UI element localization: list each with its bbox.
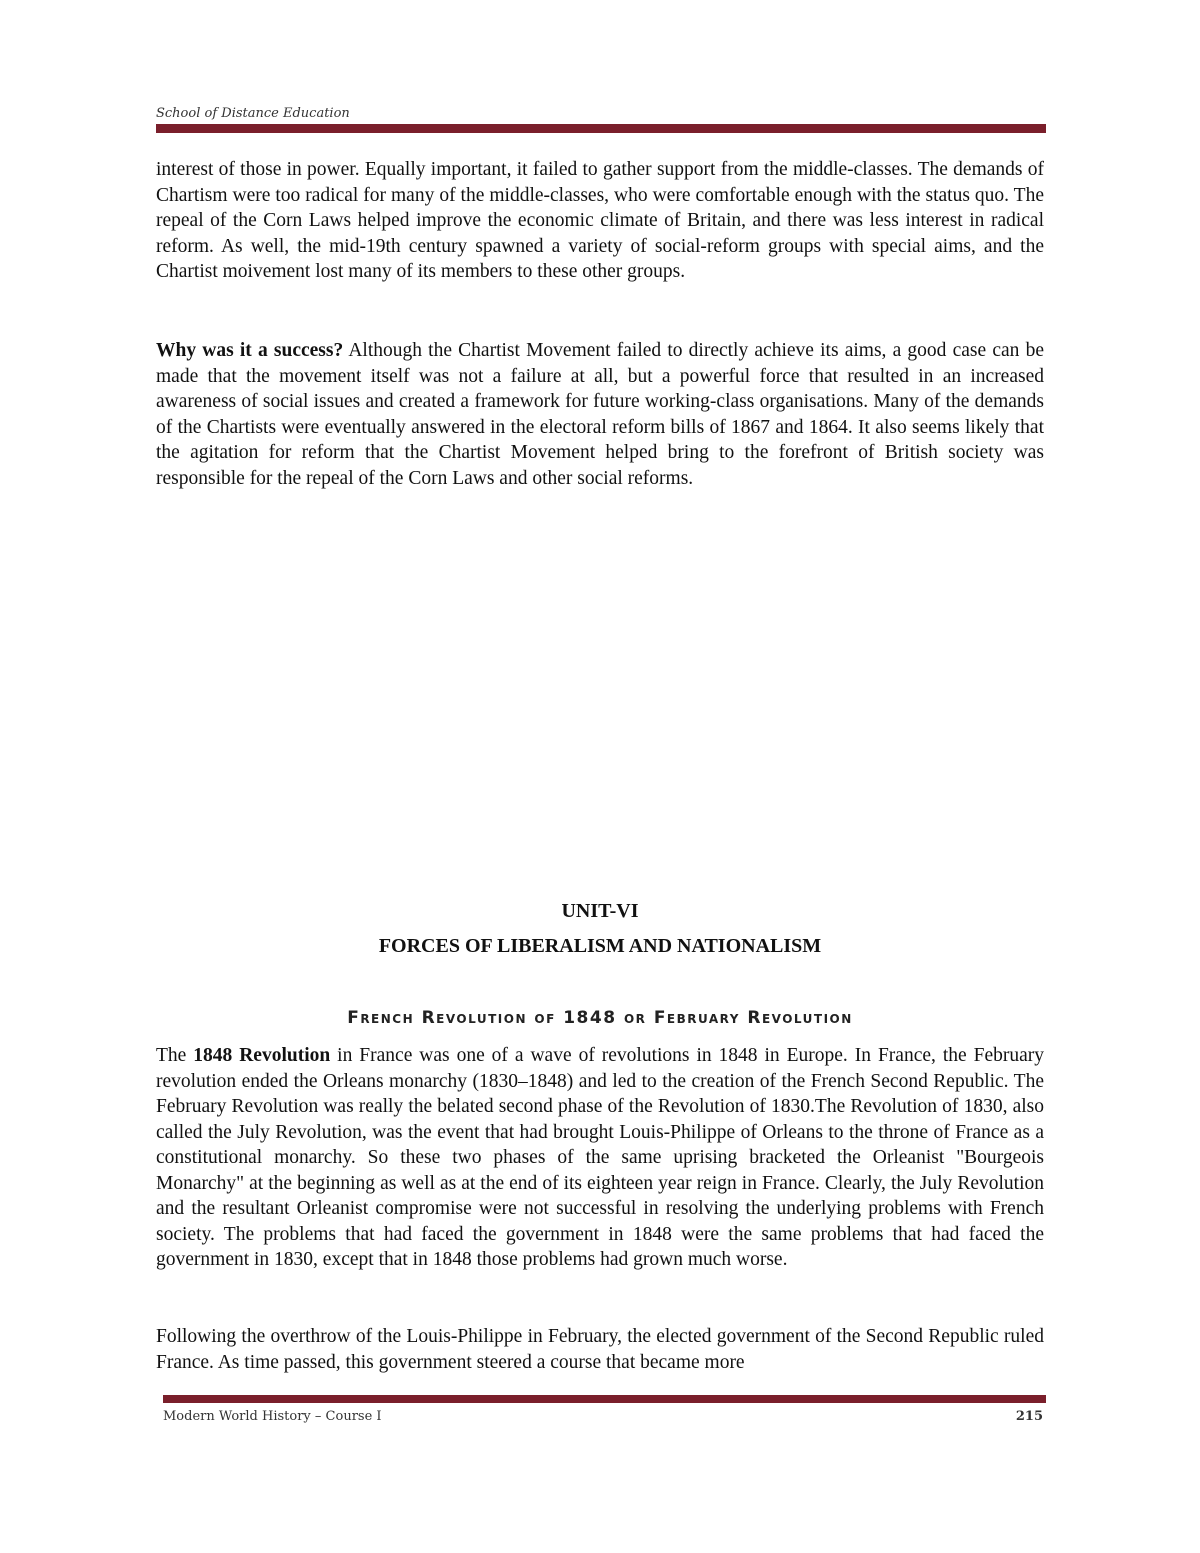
unit-title: UNIT-VI [561, 900, 639, 922]
paragraph-intro-word: The [156, 1045, 194, 1066]
paragraph-lead-question: Why was it a success? [156, 340, 344, 361]
paragraph-chartism-success [156, 338, 1044, 491]
paragraph-success-text: Although the Chartist Movement failed to directly achieve its aims, a good case can be made that the movement itself was not a failure at all, but a powerful force that resulted in an increased awareness of social issues and created a framework for future working-class organisations. Many of the demands of the Chartists were eventually answered in the electoral reform bills of 1867 and 1864. It also seems likely that the agitation for reform that the Chartist Movement helped bring to the forefront of British society was responsible for the repeal of the Corn Laws and other social reforms. [156, 340, 1044, 489]
paragraph-chartism-failure: interest of those in power. Equally important, it failed to gather support from the middle-classes. The demands of Chartism were too radical for many of the middle-classes, who were comfortable enough with the status quo. The repeal of the Corn Laws helped improve the economic climate of Britain, and there was less interest in radical reform. As well, the mid-19th century spawned a variety of social-reform groups with special aims, and the Chartist moivement lost many of its members to these other groups. [156, 159, 1044, 282]
running-header: School of Distance Education [156, 106, 350, 121]
paragraph-bold-term: 1848 Revolution [193, 1045, 331, 1066]
paragraph-revolution-text: in France was one of a wave of revolutions in 1848 in Europe. In France, the February revolution ended the Orleans monarchy (1830–1848) and led to the creation of the French Second Republic. The February Revolution was really the belated second phase of the Revolution of 1830.The Revolution of 1830, also called the July Revolution, was the event that had brought Louis-Philippe of Orleans to the throne of France as a constitutional monarchy. So these two phases of the same uprising bracketed the Orleanist "Bourgeois Monarchy" at the beginning as well as at the end of its eighteen year reign in France. Clearly, the July Revolution and the resultant Orleanist compromise were not successful in resolving the underlying problems with French society. The problems that had faced the government in 1848 were the same problems that had faced the government in 1830, except that in 1848 those problems had grown much worse. [156, 1045, 1044, 1270]
footer-rule [163, 1395, 1046, 1403]
paragraph-1848-revolution [156, 1043, 1044, 1273]
footer-course-title: Modern World History – Course I [163, 1409, 382, 1424]
header-rule [156, 124, 1046, 133]
page-number: 215 [1015, 1409, 1043, 1424]
unit-subtitle: FORCES OF LIBERALISM AND NATIONALISM [378, 935, 822, 957]
paragraph-second-republic: Following the overthrow of the Louis-Philippe in February, the elected government of the Second Republic ruled France. As time passed, this government steered a course that became more [156, 1326, 1044, 1373]
section-heading: French Revolution of 1848 or February Revolution [347, 1008, 853, 1028]
